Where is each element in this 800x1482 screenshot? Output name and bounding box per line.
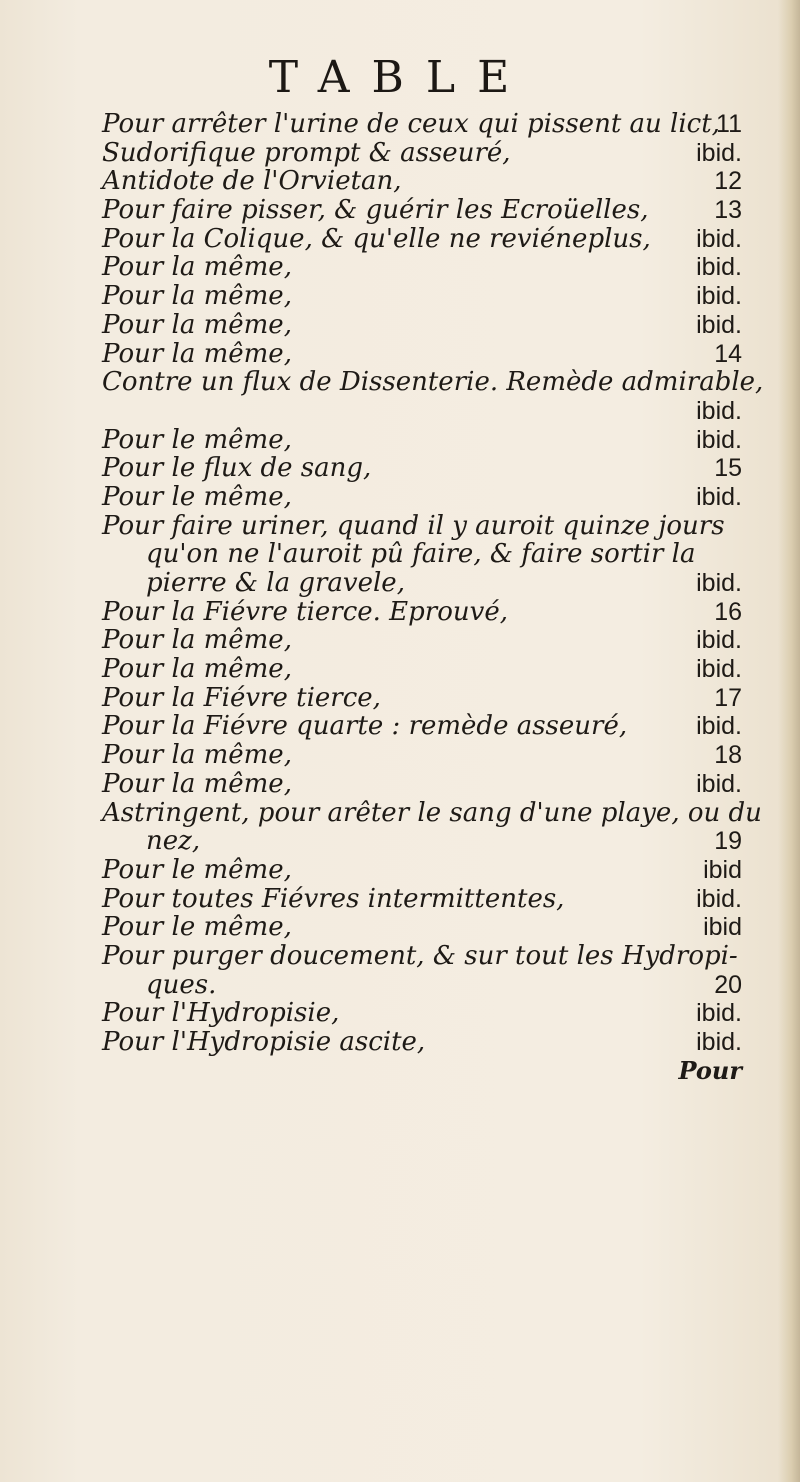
toc-entry bbox=[102, 1028, 742, 1057]
toc-entry bbox=[102, 770, 742, 799]
toc-entry bbox=[102, 483, 742, 512]
toc-entry bbox=[102, 225, 742, 254]
toc-page-number: ibid. bbox=[696, 769, 742, 798]
toc-page-number: ibid. bbox=[696, 712, 742, 741]
toc-page-number: 12 bbox=[714, 167, 742, 196]
toc-entry-line bbox=[102, 340, 742, 369]
toc-entry bbox=[102, 167, 742, 196]
toc-entry-line bbox=[102, 139, 742, 168]
toc-entry-text: Pour la même, bbox=[102, 281, 292, 312]
toc-entry bbox=[102, 856, 742, 885]
toc-entry bbox=[102, 942, 742, 999]
toc-entry-line bbox=[102, 684, 742, 713]
toc-entry-text: Astringent, pour arêter le sang d'une playe, ou du bbox=[102, 797, 762, 828]
toc-entry-line bbox=[102, 454, 742, 483]
toc-entry-line bbox=[102, 483, 742, 512]
toc-entry-text: nez, bbox=[146, 826, 201, 857]
toc-page-number: 18 bbox=[714, 741, 742, 770]
toc-entry-line bbox=[102, 367, 764, 398]
toc-entry bbox=[102, 311, 742, 340]
toc-entry-line bbox=[102, 913, 742, 942]
table-of-contents bbox=[102, 109, 764, 1085]
toc-entry-text: Pour le même, bbox=[102, 481, 292, 512]
toc-page-number: ibid. bbox=[696, 884, 742, 913]
toc-page-number: ibid. bbox=[696, 138, 742, 167]
toc-entry bbox=[102, 367, 764, 425]
toc-entry bbox=[102, 282, 742, 311]
toc-entry-line bbox=[102, 856, 742, 885]
toc-entry-text: Pour la même, bbox=[102, 309, 292, 340]
toc-entry-text: Pour l'Hydropisie ascite, bbox=[102, 1027, 426, 1057]
toc-entry-line bbox=[102, 426, 742, 455]
toc-entry-line bbox=[102, 512, 742, 541]
toc-entry bbox=[102, 139, 742, 168]
toc-entry-text: pierre & la gravele, bbox=[146, 568, 405, 598]
toc-entry-text: Sudorifique prompt & asseuré, bbox=[102, 137, 511, 168]
toc-entry-text: Pour la même, bbox=[102, 740, 292, 771]
toc-page-number: ibid. bbox=[696, 282, 742, 311]
toc-entry bbox=[102, 999, 742, 1028]
toc-entry-text: Pour toutes Fiévres intermittentes, bbox=[102, 883, 565, 914]
toc-entry-text: Pour le flux de sang, bbox=[102, 453, 372, 484]
toc-entry-text: Pour le même, bbox=[102, 854, 292, 885]
toc-entry bbox=[102, 913, 742, 942]
toc-page-number: ibid. bbox=[696, 482, 742, 511]
page-title: TABLE bbox=[268, 52, 532, 103]
toc-entry bbox=[102, 797, 762, 857]
toc-entry-text: Pour la même, bbox=[102, 654, 292, 685]
toc-entry-text: Pour la même, bbox=[102, 252, 292, 283]
toc-page-number: 11 bbox=[716, 110, 742, 138]
toc-entry-text: Pour la Fiévre quarte : remède asseuré, bbox=[102, 711, 628, 742]
toc-entry bbox=[102, 426, 742, 455]
toc-entry-line bbox=[102, 569, 742, 598]
toc-page-number: 14 bbox=[714, 339, 742, 368]
toc-entry-line bbox=[102, 225, 742, 254]
toc-entry-text: Pour faire uriner, quand il y auroit quinze jours bbox=[102, 510, 725, 541]
toc-entry bbox=[102, 340, 742, 369]
toc-entry-text: Pour la Fiévre tierce. Eprouvé, bbox=[102, 596, 508, 627]
toc-page-number: ibid. bbox=[696, 396, 742, 425]
toc-entry bbox=[102, 626, 742, 655]
toc-page-number: ibid. bbox=[696, 253, 742, 282]
toc-page-number: ibid bbox=[703, 913, 742, 942]
toc-entry-line bbox=[102, 770, 742, 799]
toc-entry-text: qu'on ne l'auroit pû faire, & faire sortir la bbox=[146, 539, 696, 570]
toc-page-number: ibid. bbox=[696, 626, 742, 655]
catchword: Pour bbox=[678, 1055, 742, 1085]
toc-entry-text: Pour la même, bbox=[102, 768, 292, 799]
toc-entry-line bbox=[102, 196, 742, 225]
toc-entry bbox=[102, 741, 742, 770]
toc-page-number: 20 bbox=[714, 970, 742, 999]
toc-page-number: ibid. bbox=[696, 569, 742, 597]
toc-entry-line bbox=[102, 655, 742, 684]
toc-entry bbox=[102, 512, 742, 598]
toc-entry-text: Contre un flux de Dissenterie. Remède admirable, bbox=[102, 367, 764, 398]
toc-entry-line bbox=[102, 1028, 742, 1057]
toc-entry-line bbox=[102, 741, 742, 770]
toc-entry bbox=[102, 885, 742, 914]
toc-entry-text: Pour la même, bbox=[102, 338, 292, 369]
toc-entry bbox=[102, 684, 742, 713]
toc-entry-line bbox=[102, 598, 742, 627]
toc-entry-text: Pour faire pisser, & guérir les Ecroüelles, bbox=[102, 195, 649, 226]
toc-page-number: ibid. bbox=[696, 310, 742, 339]
toc-entry-line bbox=[102, 253, 742, 282]
toc-entry-line bbox=[102, 942, 742, 971]
toc-entry-text: Pour le même, bbox=[102, 424, 292, 455]
toc-entry-line bbox=[102, 797, 762, 828]
toc-entry-text: Pour la Colique, & qu'elle ne reviéneplus, bbox=[102, 223, 651, 254]
toc-entry-line bbox=[102, 397, 742, 426]
toc-page-number: 16 bbox=[714, 597, 742, 626]
toc-entry bbox=[102, 454, 742, 483]
toc-page-number: ibid bbox=[703, 855, 742, 884]
toc-page-number: 13 bbox=[714, 196, 742, 225]
toc-entry-line bbox=[102, 311, 742, 340]
toc-entry-text: Pour arrêter l'urine de ceux qui pissent au lict, bbox=[102, 109, 720, 139]
toc-entry-line bbox=[102, 712, 742, 741]
toc-entry-text: Pour l'Hydropisie, bbox=[102, 998, 340, 1029]
toc-entry-line bbox=[102, 167, 742, 196]
toc-page-number: ibid. bbox=[696, 655, 742, 684]
toc-entry bbox=[102, 253, 742, 282]
toc-entry-text: Pour le même, bbox=[102, 912, 292, 943]
toc-entry-line bbox=[102, 110, 742, 139]
toc-entry-text: Antidote de l'Orvietan, bbox=[102, 166, 402, 197]
toc-entry-line bbox=[102, 282, 742, 311]
toc-page-number: 15 bbox=[714, 454, 742, 483]
toc-entry-text: Pour purger doucement, & sur tout les Hydropi- bbox=[102, 940, 738, 971]
toc-entry-text: ques. bbox=[146, 969, 217, 1000]
toc-entry-line bbox=[102, 885, 742, 914]
toc-entry-text: Pour la même, bbox=[102, 625, 292, 656]
toc-page-number: 17 bbox=[714, 683, 742, 712]
toc-entry bbox=[102, 655, 742, 684]
page-edge-shadow bbox=[778, 0, 800, 1482]
toc-page-number: ibid. bbox=[696, 425, 742, 454]
toc-entry-line bbox=[102, 626, 742, 655]
toc-entry-line bbox=[102, 971, 742, 1000]
toc-page-number: ibid. bbox=[696, 1028, 742, 1056]
toc-entry bbox=[102, 196, 742, 225]
toc-entry bbox=[102, 110, 742, 139]
toc-page-number: ibid. bbox=[696, 224, 742, 253]
catchword-line bbox=[102, 1057, 742, 1086]
toc-page-number: 19 bbox=[714, 827, 742, 856]
toc-entry-line bbox=[102, 540, 742, 569]
toc-entry-line bbox=[102, 827, 742, 856]
toc-entry-text: Pour la Fiévre tierce, bbox=[102, 682, 381, 713]
toc-entry bbox=[102, 598, 742, 627]
toc-entry-line bbox=[102, 999, 742, 1028]
toc-page-number: ibid. bbox=[696, 999, 742, 1028]
toc-entry bbox=[102, 712, 742, 741]
